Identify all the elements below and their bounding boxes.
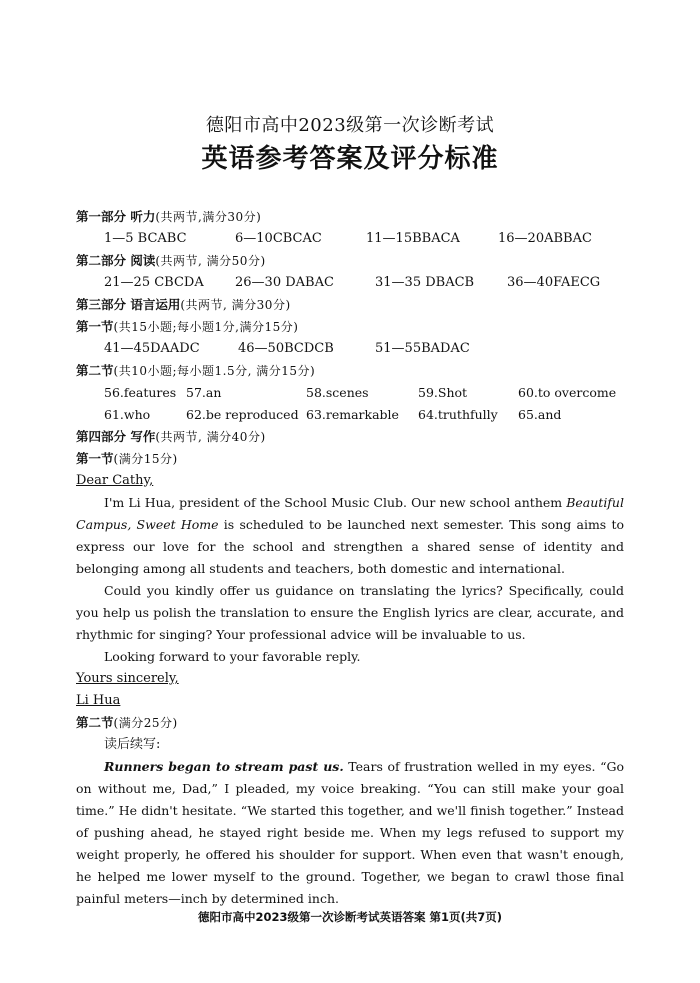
part3-sec1-heading: 第一节 (76, 319, 114, 334)
part2-heading-line (76, 250, 628, 273)
part1-heading-line (76, 206, 628, 229)
part1-heading: 第一部分 听力 (76, 209, 156, 224)
part3-heading: 第三部分 语言运用 (76, 297, 181, 312)
part4-heading-line (76, 426, 628, 449)
answer-item: 63.remarkable (306, 407, 399, 422)
part2-heading: 第二部分 阅读 (76, 253, 156, 268)
letter-text: is scheduled to be launched next semester. This song aims to express our love for the school and strengthen a shared sense of identity and belonging among all students and teachers, both domestic and international. (76, 517, 625, 576)
answer-item: 56.features (104, 385, 177, 400)
answer-item: 58.scenes (306, 385, 369, 400)
part1-note: (共两节,满分30分) (155, 210, 262, 224)
answer-group: 11—15BBACA (366, 231, 460, 246)
part4-sec2-heading: 第二节 (76, 715, 114, 730)
part3-sec1-note: (共15小题;每小题1分,满分15分) (113, 320, 299, 334)
letter-paragraph: Could you kindly offer us guidance on translating the lyrics? Specifically, could you help us polish the translation to ensure the English lyrics are clear, accurate, and rhythmic for singing? Your professional advice will be invaluable to us. (76, 583, 624, 642)
answer-group: 21—25 CBCDA (104, 275, 204, 290)
letter-paragraph: Looking forward to your favorable reply. (104, 649, 361, 664)
answer-group: 6—10CBCAC (235, 231, 322, 246)
answer-group: 51—55BADAC (375, 341, 470, 356)
part3-heading-line (76, 294, 628, 317)
page-title: 英语参考答案及评分标准 (201, 144, 499, 174)
part4-note: (共两节, 满分40分) (155, 430, 266, 444)
part4-sec2-note: (满分25分) (113, 716, 178, 730)
letter-paragraph (76, 492, 624, 580)
answer-item: 60.to overcome (518, 385, 617, 400)
part4-sec2-heading-line (76, 712, 628, 735)
part3-sec2-note: (共10小题;每小题1.5分, 满分15分) (113, 364, 316, 378)
answer-item: 59.Shot (418, 385, 468, 400)
part4-sec1-note: (满分15分) (113, 452, 178, 466)
part3-sec2-heading-line (76, 360, 628, 383)
letter-greeting: Dear Cathy, (76, 473, 154, 488)
part4-sec1-heading-line (76, 448, 628, 471)
answer-group: 26—30 DABAC (235, 275, 334, 290)
answer-item: 62.be reproduced (186, 407, 299, 422)
letter-text: I'm Li Hua, president of the School Music Club. Our new school anthem (104, 495, 567, 510)
answer-group: 46—50BCDCB (238, 341, 334, 356)
answer-group: 1—5 BCABC (104, 231, 187, 246)
answer-item: 61.who (104, 407, 151, 422)
letter-closing: Yours sincerely, (76, 671, 179, 686)
story-paragraph (76, 756, 624, 910)
part4-sec1-heading: 第一节 (76, 451, 114, 466)
part3-sec1-heading-line (76, 316, 628, 339)
answer-group: 36—40FAECG (507, 275, 601, 290)
part3-note: (共两节, 满分30分) (180, 298, 291, 312)
page-footer: 德阳市高中2023级第一次诊断考试英语答案 第1页(共7页) (197, 910, 503, 924)
story-lead: Runners began to stream past us. (104, 759, 344, 774)
answer-group: 41—45DAADC (104, 341, 200, 356)
answer-group: 31—35 DBACB (375, 275, 475, 290)
answer-item: 65.and (518, 407, 562, 422)
part3-sec2-heading: 第二节 (76, 363, 114, 378)
anthem-title: Beautiful Campus, Sweet Home (76, 495, 624, 532)
answer-item: 57.an (186, 385, 222, 400)
continuation-label: 读后续写: (104, 737, 161, 752)
part4-heading: 第四部分 写作 (76, 429, 156, 444)
answer-group: 16—20ABBAC (498, 231, 592, 246)
part2-note: (共两节, 满分50分) (155, 254, 266, 268)
letter-signature: Li Hua (76, 693, 121, 708)
answer-item: 64.truthfully (418, 407, 498, 422)
story-text: Tears of frustration welled in my eyes. “Go on without me, Dad,” I pleaded, my voice breaking. “You can still make your goal time.” He didn't hesitate. “We started this together, and we'll finish together.” Instead of pushing ahead, he stayed right beside me. When my legs refused to support my weight properly, he offered his shoulder for support. When even that wasn't enough, he helped me lower myself to the ground. Together, we began to crawl those final painful meters—inch by determined inch. (76, 759, 624, 906)
exam-subtitle: 德阳市高中2023级第一次诊断考试 (205, 115, 495, 136)
